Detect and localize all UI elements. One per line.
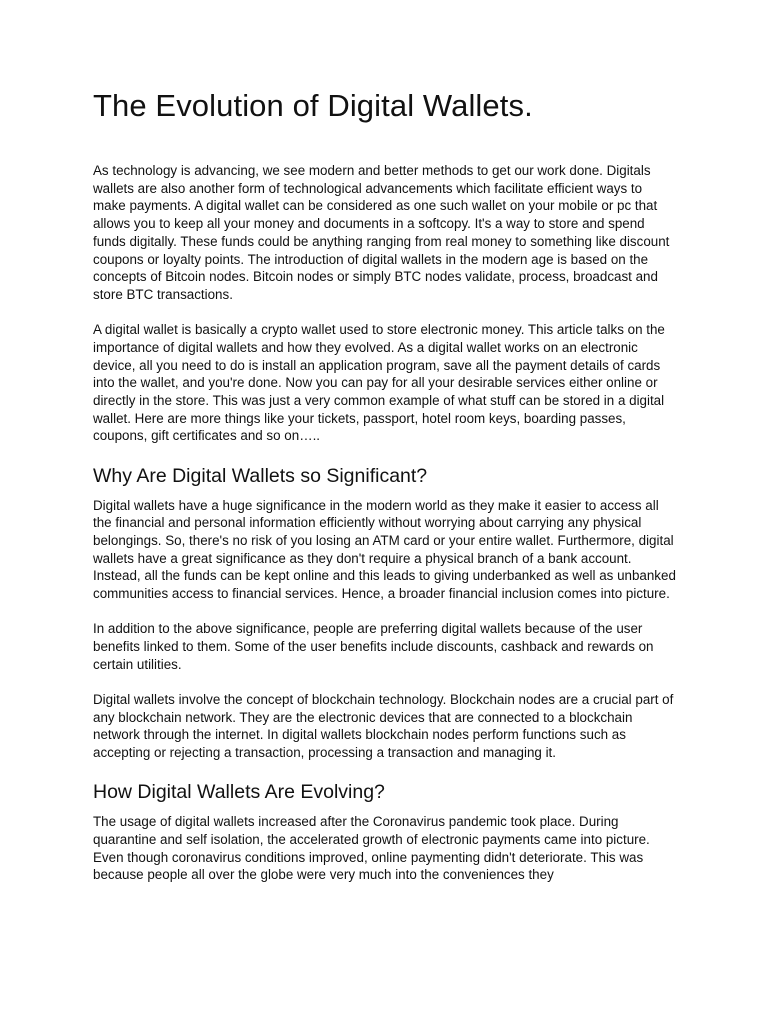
document-page: [93, 86, 677, 902]
intro-paragraph-1: As technology is advancing, we see modern and better methods to get our work done. Digitals wallets are also another form of technological advancements which facilitate efficient ways to make payments. A digital wallet can be considered as one such wallet on your mobile or pc that allows you to keep all your money and documents in a softcopy. It's a way to store and spend funds digitally. These funds could be anything ranging from real money to something like discount coupons or loyalty points. The introduction of digital wallets in the modern age is based on the concepts of Bitcoin nodes. Bitcoin nodes or simply BTC nodes validate, process, broadcast and store BTC transactions.: [93, 163, 670, 302]
significance-paragraph-2: In addition to the above significance, people are preferring digital wallets because of the user benefits linked to them. Some of the user benefits include discounts, cashback and rewards on certain utilities.: [93, 621, 654, 672]
document-title: The Evolution of Digital Wallets.: [93, 88, 533, 123]
significance-paragraph-1: Digital wallets have a huge significance in the modern world as they make it easier to access all the financial and personal information efficiently without worrying about carrying any physical belongings. So, there's no risk of you losing an ATM card or your entire wallet. Furthermore, digital wallets have a great significance as they don't require a physical branch of a bank account. Instead, all the funds can be kept online and this leads to giving underbanked as well as unbanked communities access to financial services. Hence, a broader financial inclusion comes into picture.: [93, 497, 676, 602]
section-heading-evolving: How Digital Wallets Are Evolving?: [93, 781, 385, 804]
evolving-paragraph-1: The usage of digital wallets increased after the Coronavirus pandemic took place. During quarantine and self isolation, the accelerated growth of electronic payments came into picture. Even though coronavirus conditions improved, online paymenting didn't deteriorate. This was because people all over the globe were very much into the conveniences they: [93, 814, 650, 883]
intro-paragraph-2: A digital wallet is basically a crypto wallet used to store electronic money. This article talks on the importance of digital wallets and how they evolved. As a digital wallet works on an electronic device, all you need to do is install an application program, save all the payment details of cards into the wallet, and you're done. Now you can pay for all your desirable services either online or directly in the store. This was just a very common example of what stuff can be stored in a digital wallet. Here are more things like your tickets, passport, hotel room keys, boarding passes, coupons, gift certificates and so on…..: [93, 322, 665, 444]
significance-paragraph-3: Digital wallets involve the concept of blockchain technology. Blockchain nodes are a crucial part of any blockchain network. They are the electronic devices that are connected to a blockchain network through the internet. In digital wallets blockchain nodes perform functions such as accepting or rejecting a transaction, processing a transaction and managing it.: [93, 691, 674, 760]
section-heading-significance: Why Are Digital Wallets so Significant?: [93, 464, 428, 487]
